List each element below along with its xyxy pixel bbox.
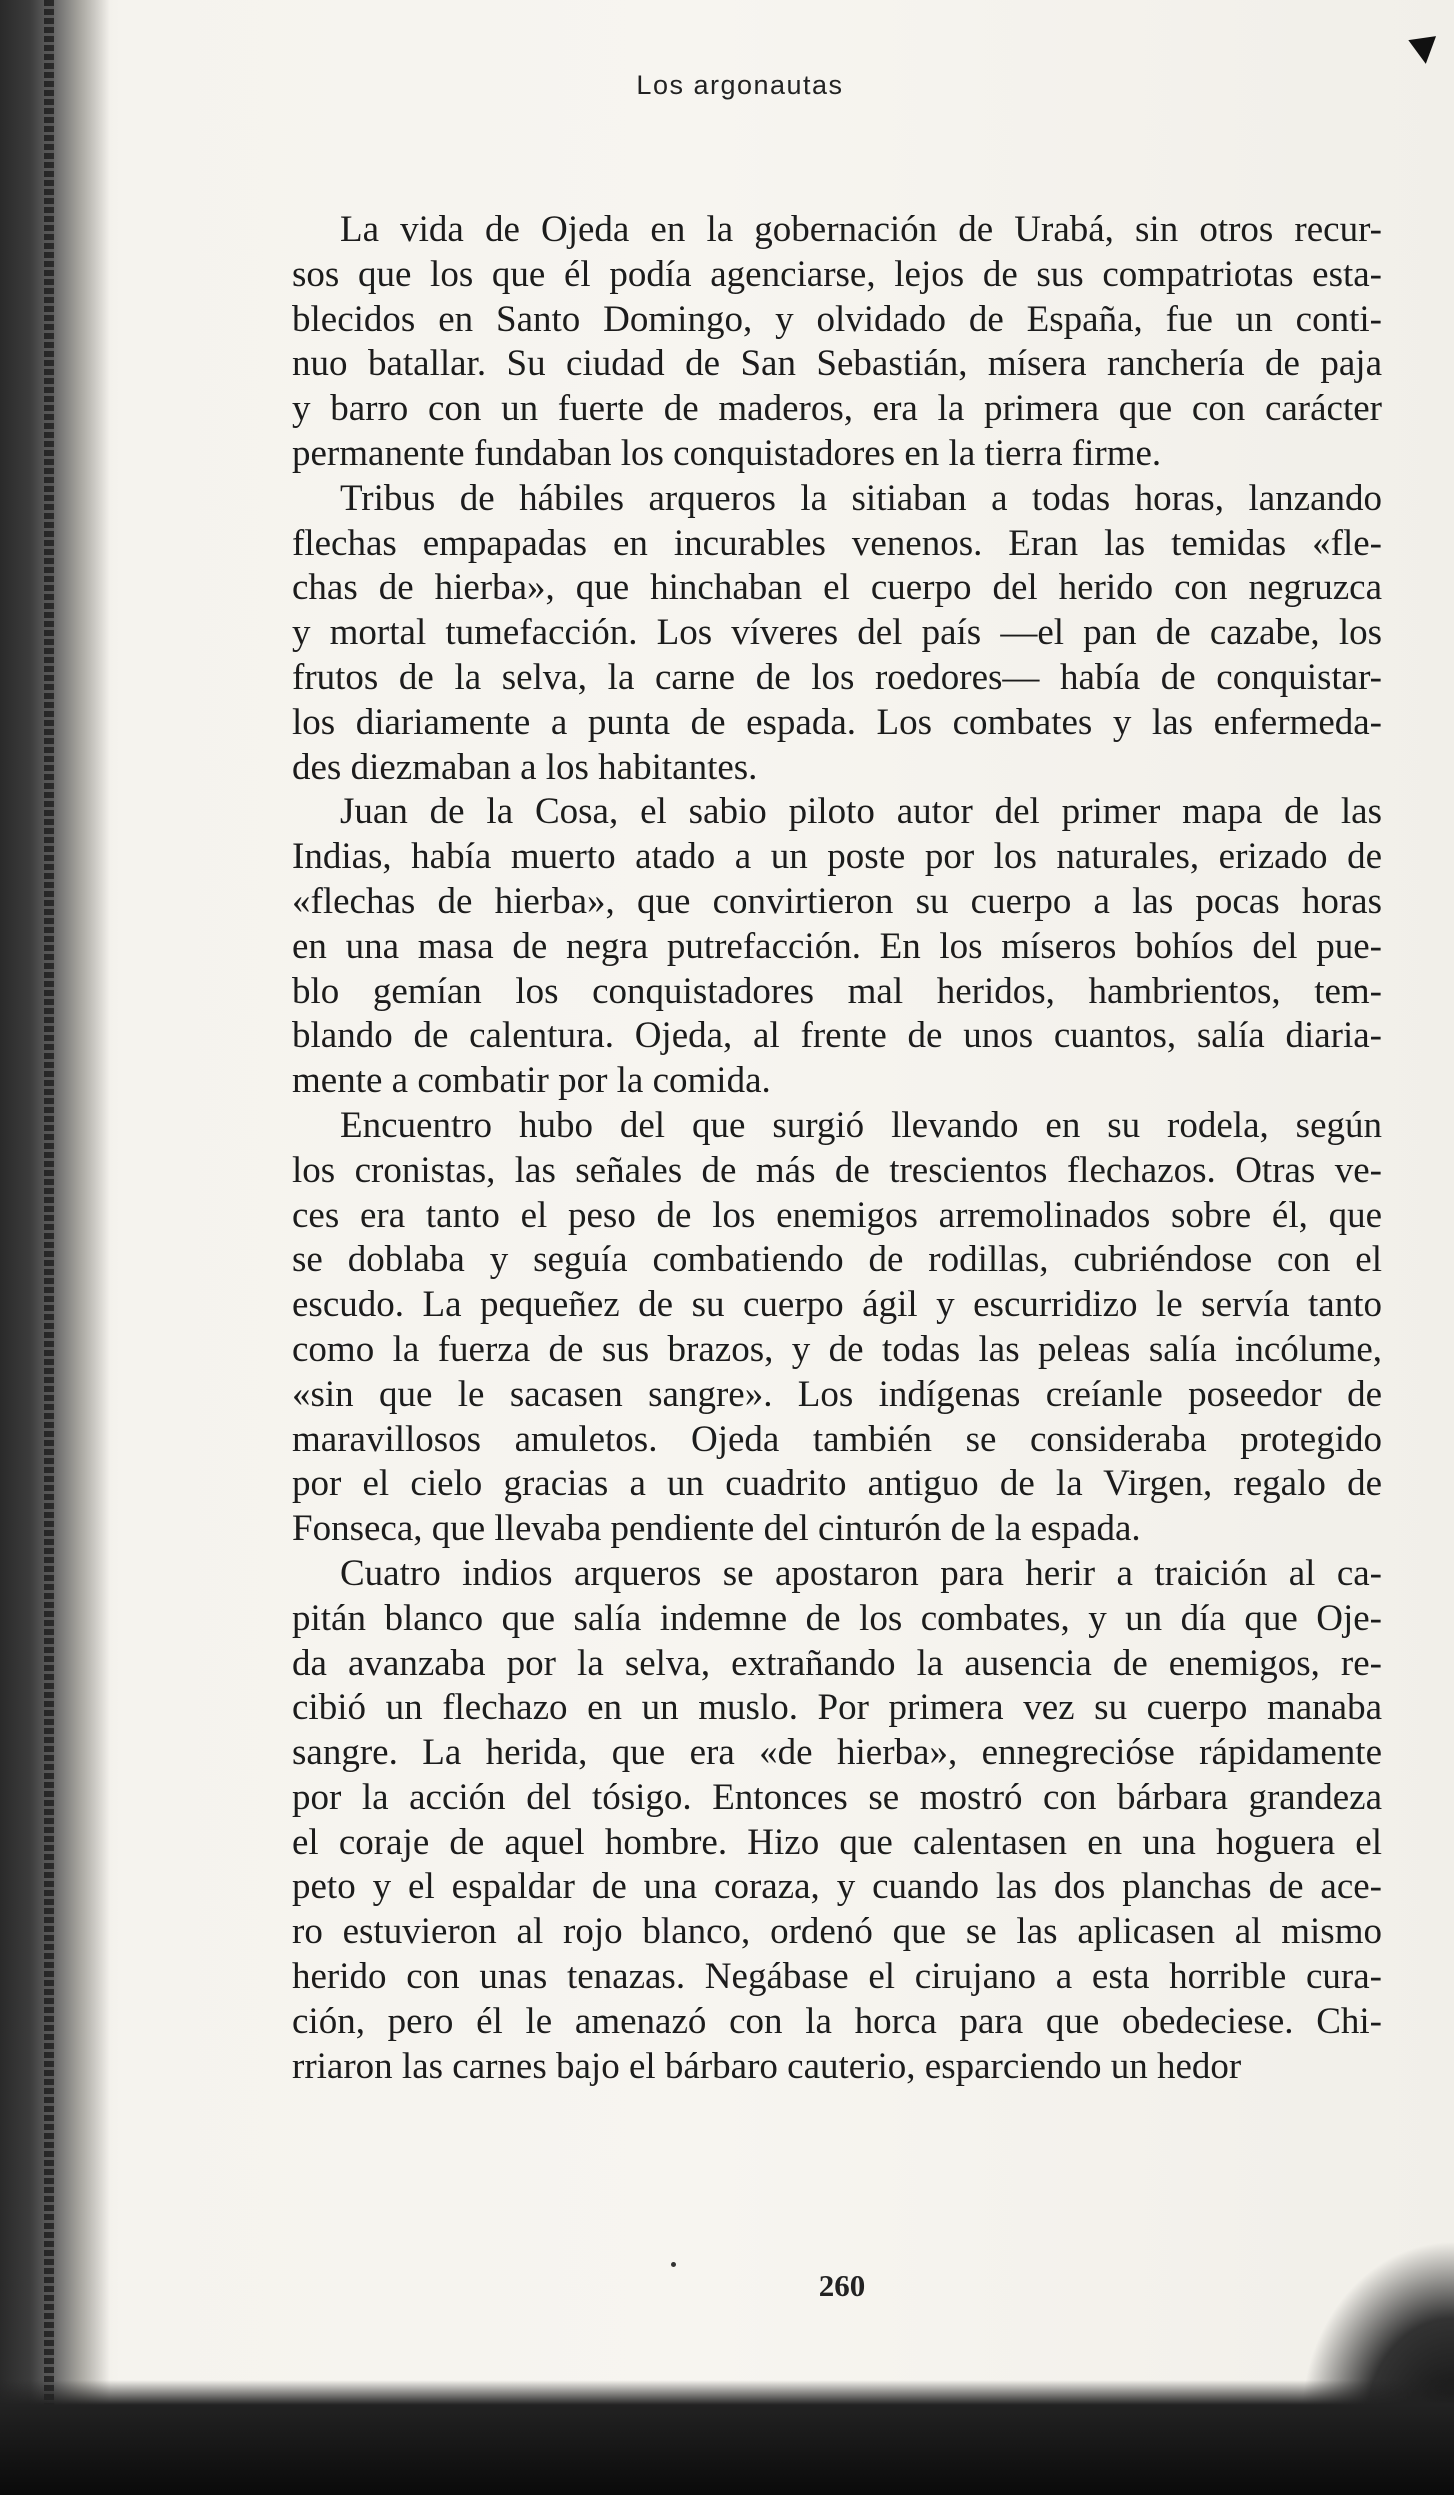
text-line: en una masa de negra putrefacción. En los míseros bohíos del pue- — [292, 925, 1382, 967]
text-line: herido con unas tenazas. Negábase el cirujano a esta horrible cura- — [292, 1956, 1382, 1998]
text-line: peto y el espaldar de una coraza, y cuando las dos planchas de ace- — [292, 1866, 1382, 1908]
paragraph — [292, 790, 1382, 1104]
text-line: ces era tanto el peso de los enemigos arremolinados sobre él, que — [292, 1194, 1382, 1236]
text-line: sos que los que él podía agenciarse, lejos de sus compatriotas esta- — [292, 253, 1382, 295]
text-line: por el cielo gracias a un cuadrito antiguo de la Virgen, regalo de — [292, 1463, 1382, 1505]
text-line: el coraje de aquel hombre. Hizo que calentasen en una hoguera el — [292, 1821, 1382, 1863]
paragraph — [292, 477, 1382, 791]
text-line: blecidos en Santo Domingo, y olvidado de España, fue un conti- — [292, 298, 1382, 340]
text-line: des diezmaban a los habitantes. — [292, 746, 758, 788]
text-line: Encuentro hubo del que surgió llevando en su rodela, según — [340, 1104, 1382, 1146]
text-line: Cuatro indios arqueros se apostaron para herir a traición al ca- — [340, 1552, 1382, 1594]
paragraph — [292, 208, 1382, 477]
text-line: mente a combatir por la comida. — [292, 1060, 771, 1102]
running-header — [0, 70, 1454, 101]
text-line: da avanzaba por la selva, extrañando la ausencia de enemigos, re- — [292, 1642, 1382, 1684]
text-line: los diariamente a punta de espada. Los combates y las enfermeda- — [292, 701, 1382, 743]
binding-edge — [44, 0, 54, 2495]
body-text — [292, 208, 1382, 2089]
text-line: los cronistas, las señales de más de trescientos flechazos. Otras ve- — [292, 1149, 1382, 1191]
text-line: «flechas de hierba», que convirtieron su cuerpo a las pocas horas — [292, 880, 1382, 922]
text-line: rriaron las carnes bajo el bárbaro cauterio, esparciendo un hedor — [292, 2045, 1242, 2087]
text-line: nuo batallar. Su ciudad de San Sebastián, mísera ranchería de paja — [292, 343, 1382, 385]
text-line: se doblaba y seguía combatiendo de rodillas, cubriéndose con el — [292, 1239, 1382, 1281]
text-line: Indias, había muerto atado a un poste por los naturales, erizado de — [292, 836, 1382, 878]
bottom-edge-shadow — [0, 2380, 1454, 2495]
text-line: y mortal tumefacción. Los víveres del país —el pan de cazabe, los — [292, 612, 1382, 654]
text-line: como la fuerza de sus brazos, y de todas las peleas salía incólume, — [292, 1328, 1382, 1370]
page-number — [0, 2268, 1454, 2304]
text-line: Fonseca, que llevaba pendiente del cinturón de la espada. — [292, 1508, 1141, 1550]
paragraph — [292, 1552, 1382, 2090]
text-line: por la acción del tósigo. Entonces se mostró con bárbara grandeza — [292, 1776, 1382, 1818]
text-line: blo gemían los conquistadores mal heridos, hambrientos, tem- — [292, 970, 1382, 1012]
text-line: frutos de la selva, la carne de los roedores— había de conquistar- — [292, 656, 1382, 698]
text-line: ro estuvieron al rojo blanco, ordenó que se las aplicasen al mismo — [292, 1911, 1382, 1953]
page-number-text: 260 — [818, 2268, 866, 2303]
text-line: y barro con un fuerte de maderos, era la primera que con carácter — [292, 388, 1382, 430]
text-line: maravillosos amuletos. Ojeda también se consideraba protegido — [292, 1418, 1382, 1460]
corner-mark — [1408, 36, 1439, 66]
text-line: permanente fundaban los conquistadores en la tierra firme. — [292, 432, 1162, 474]
running-header-text: Los argonautas — [636, 70, 844, 100]
text-line: sangre. La herida, que era «de hierba», ennegrecióse rápidamente — [292, 1732, 1382, 1774]
text-line: Tribus de hábiles arqueros la sitiaban a todas horas, lanzando — [340, 477, 1382, 519]
text-line: La vida de Ojeda en la gobernación de Urabá, sin otros recur- — [340, 209, 1382, 250]
text-line: cibió un flechazo en un muslo. Por primera vez su cuerpo manaba — [292, 1687, 1382, 1729]
text-line: escudo. La pequeñez de su cuerpo ágil y escurridizo le servía tanto — [292, 1284, 1382, 1326]
text-line: «sin que le sacasen sangre». Los indígenas creíanle poseedor de — [292, 1373, 1382, 1415]
text-line: Juan de la Cosa, el sabio piloto autor del primer mapa de las — [340, 791, 1382, 833]
text-line: pitán blanco que salía indemne de los combates, y un día que Oje- — [292, 1597, 1382, 1639]
text-line: blando de calentura. Ojeda, al frente de unos cuantos, salía diaria- — [292, 1015, 1382, 1057]
paragraph — [292, 1104, 1382, 1552]
text-line: flechas empapadas en incurables venenos. Eran las temidas «fle- — [292, 522, 1382, 564]
print-speck — [671, 2262, 676, 2267]
text-line: chas de hierba», que hinchaban el cuerpo del herido con negruzca — [292, 567, 1382, 609]
binding-shadow — [0, 0, 110, 2495]
text-line: ción, pero él le amenazó con la horca para que obedeciese. Chi- — [292, 2000, 1382, 2042]
